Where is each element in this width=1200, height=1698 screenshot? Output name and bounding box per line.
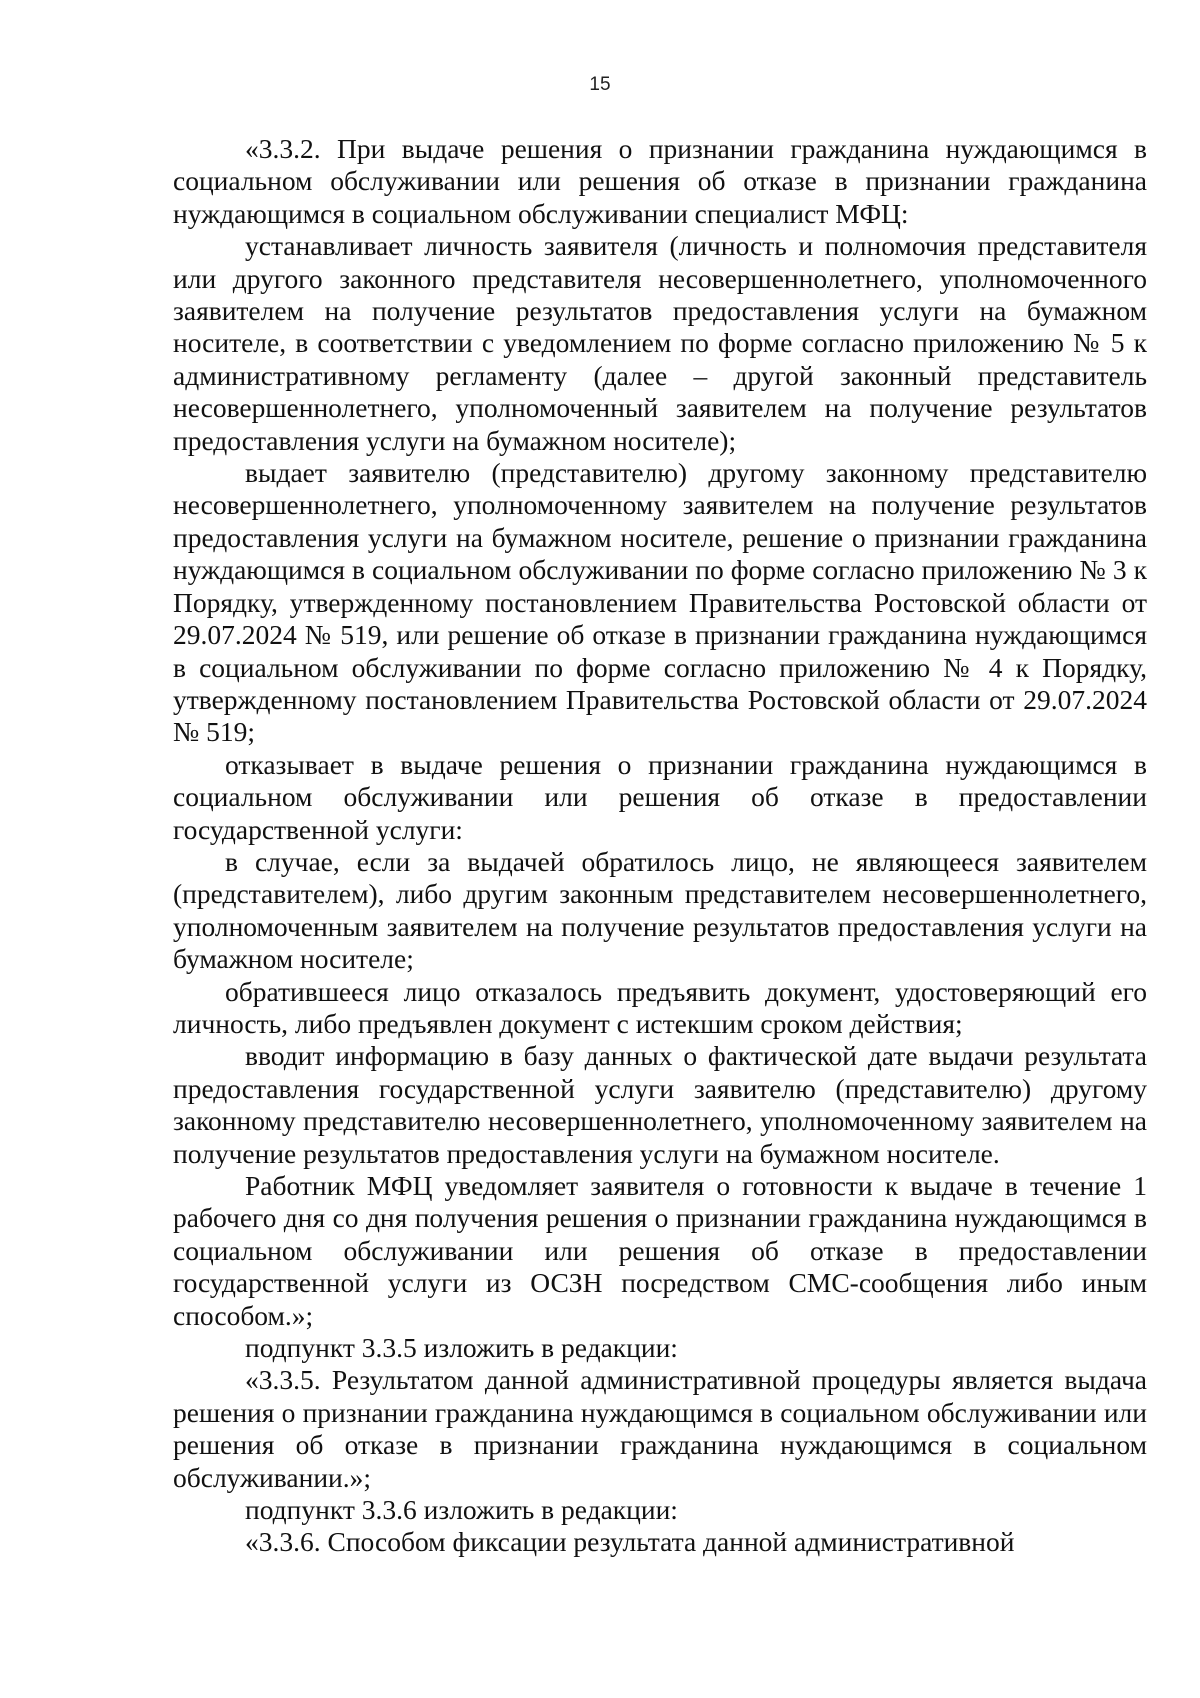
paragraph-subpoint-3-3-5-intro: подпункт 3.3.5 изложить в редакции: [245, 1332, 678, 1364]
document-body [173, 133, 1147, 1559]
paragraph-enters-information: вводит информацию в базу данных о фактической дате выдачи результата предоставления государственной услуги заявителю (представителю) другому законному представителю несовершеннолетнего, уполномоченному заявителем на получение результатов предоставления услуги на бумажном носителе. [173, 1040, 1147, 1169]
paragraph-establishes-identity: устанавливает личность заявителя (личность и полномочия представителя или другого законного представителя несовершеннолетнего, уполномоченного заявителем на получение результатов предоставления услуги на бумажном носителе, в соответствии с уведомлением по форме согласно приложению № 5 к административному регламенту (далее – другой законный представитель несовершеннолетнего, уполномоченный заявителем на получение результатов предоставления услуги на бумажном носителе); [173, 230, 1147, 456]
paragraph-issues-decision: выдает заявителю (представителю) другому законному представителю несовершеннолетнего, уполномоченному заявителем на получение результатов предоставления услуги на бумажном носителе, решение о признании гражданина нуждающимся в социальном обслуживании по форме согласно приложению № 3 к Порядку, утвержденному постановлением Правительства Ростовской области от 29.07.2024 № 519, или решение об отказе в признании гражданина нуждающимся в социальном обслуживании по форме согласно приложению № 4 к Порядку, утвержденному постановлением Правительства Ростовской области от 29.07.2024 № 519; [173, 457, 1147, 748]
paragraph-3-3-5: «3.3.5. Результатом данной административной процедуры является выдача решения о признании гражданина нуждающимся в социальном обслуживании или решения об отказе в признании гражданина нуждающимся в социальном обслуживании.»; [173, 1364, 1147, 1493]
paragraph-3-3-6: «3.3.6. Способом фиксации результата данной административной [245, 1526, 1015, 1558]
paragraph-case-no-document: обратившееся лицо отказалось предъявить документ, удостоверяющий его личность, либо предъявлен документ с истекшим сроком действия; [173, 975, 1147, 1039]
paragraph-mfc-notifies: Работник МФЦ уведомляет заявителя о готовности к выдаче в течение 1 рабочего дня со дня получения решения о признании гражданина нуждающимся в социальном обслуживании или решения об отказе в предоставлении государственной услуги из ОСЗН посредством СМС-сообщения либо иным способом.»; [173, 1170, 1147, 1331]
paragraph-subpoint-3-3-6-intro: подпункт 3.3.6 изложить в редакции: [245, 1494, 678, 1526]
paragraph-case-not-applicant: в случае, если за выдачей обратилось лицо, не являющееся заявителем (представителем), либо другим законным представителем несовершеннолетнего, уполномоченным заявителем на получение результатов предоставления услуги на бумажном носителе; [173, 845, 1147, 975]
paragraph-3-3-2: «3.3.2. При выдаче решения о признании гражданина нуждающимся в социальном обслуживании или решения об отказе в признании гражданина нуждающимся в социальном обслуживании специалист МФЦ: [173, 133, 1147, 229]
page-number: 15 [589, 74, 611, 95]
paragraph-refuses-issuance: отказывает в выдаче решения о признании гражданина нуждающимся в социальном обслуживании или решения об отказе в предоставлении государственной услуги: [173, 748, 1147, 845]
